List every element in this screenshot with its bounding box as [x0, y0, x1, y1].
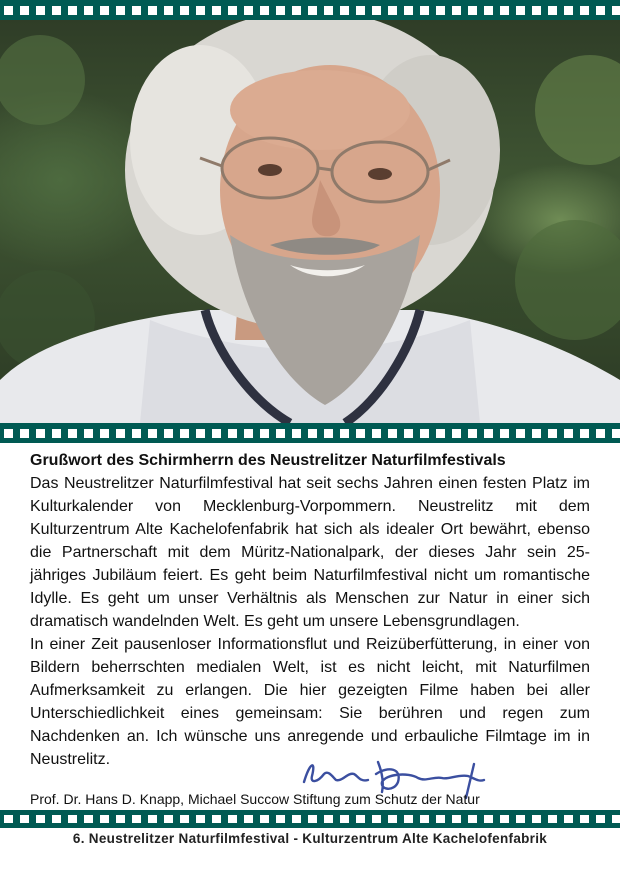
author-credit: Prof. Dr. Hans D. Knapp, Michael Succow Stiftung zum Schutz der Natur: [30, 791, 480, 807]
article: [30, 450, 590, 771]
article-heading: Grußwort des Schirmherrn des Neustrelitzer Naturfilmfestivals: [30, 452, 506, 469]
article-paragraph-2: In einer Zeit pausenloser Informationsflut und Reizüberfütterung, in einer von Bildern beherrschten medialen Welt, ist es nicht leicht, mit Naturfilmen Aufmerksamkeit zu erlangen. Die hier gezeigten Filme haben bei aller Unterschiedlichkeit eines gemeinsam: Sie berühren und regen zum Nachdenken an. Ich wünsche uns anregende und erbauliche Filmtage im in Neustrelitz.: [30, 636, 590, 768]
footer-title: 6. Neustrelitzer Naturfilmfestival - Kulturzentrum Alte Kachelofenfabrik: [72, 831, 548, 846]
film-strip-top: [0, 0, 620, 20]
film-strip-middle: [0, 423, 620, 443]
film-strip-bottom: [0, 810, 620, 828]
article-paragraph-1: Das Neustrelitzer Naturfilmfestival hat seit sechs Jahren einen festen Platz im Kulturkalender von Mecklenburg-Vorpommern. Neustrelitz mit dem Kulturzentrum Alte Kachelofenfabrik hat sich als idealer Ort bewährt, ebenso die Partnerschaft mit dem Müritz-Nationalpark, der dieses Jahr sein 25-jähriges Jubiläum feiert. Es geht beim Naturfilmfestival nicht um romantische Idylle. Es geht um unser Verhältnis als Menschen zur Natur in einer sich dramatisch wandelnden Welt. Es geht um unsere Lebensgrundlagen.: [30, 475, 590, 630]
portrait-photo: [0, 20, 620, 423]
